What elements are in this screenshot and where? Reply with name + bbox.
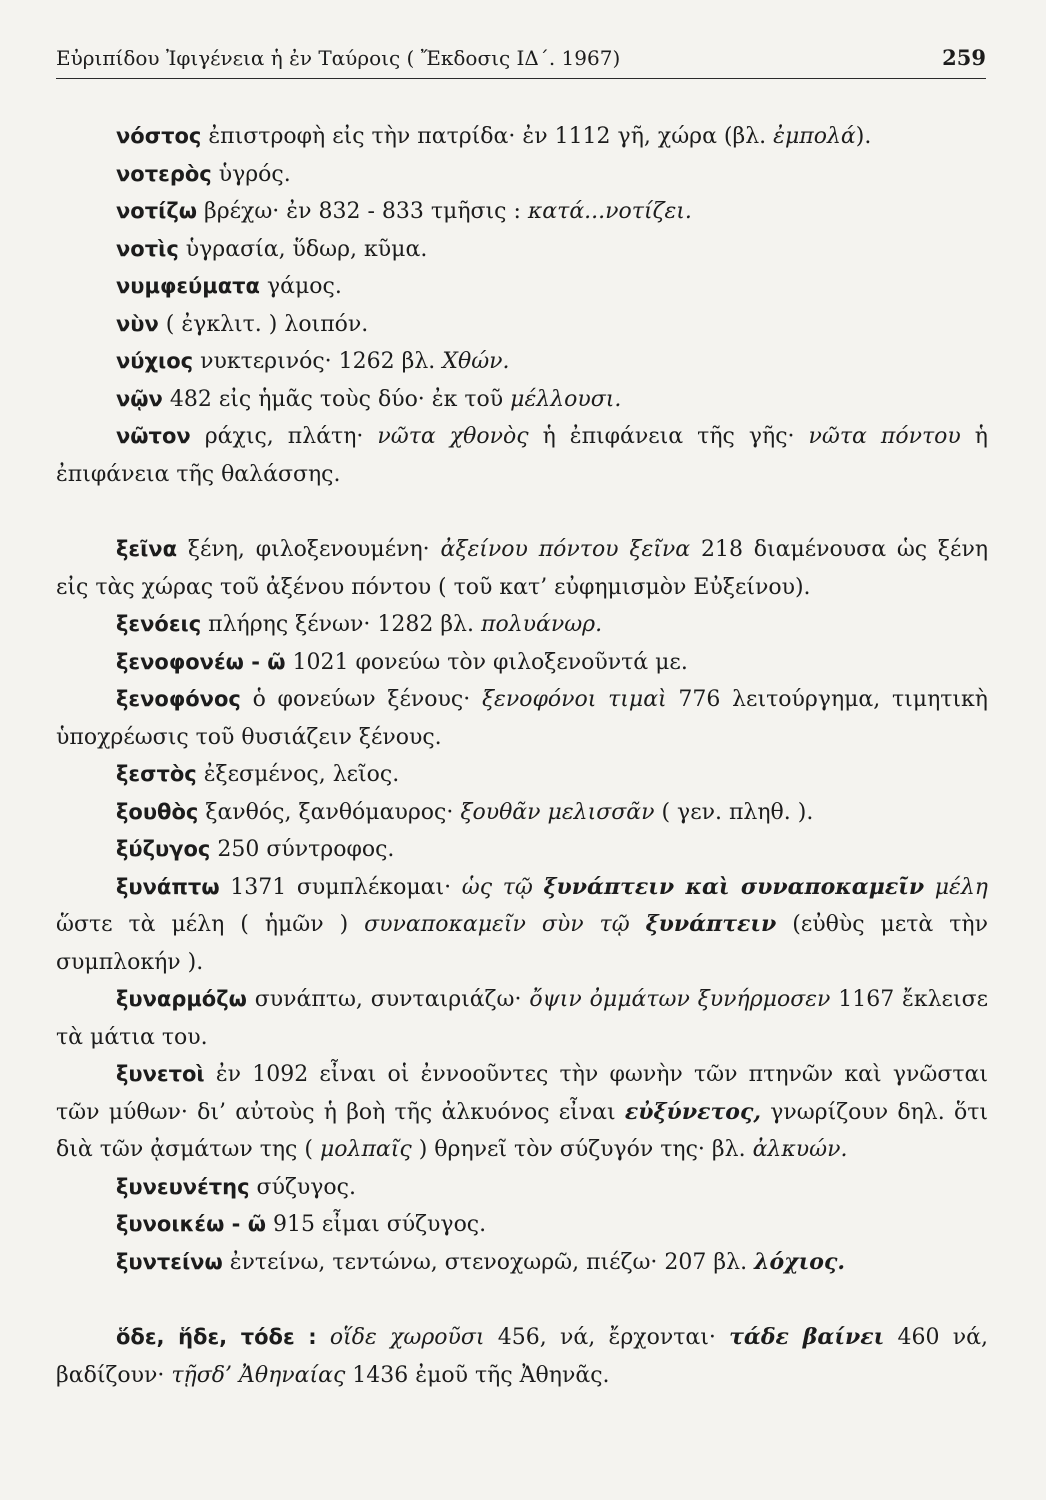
entry-text: ἐν 1092 εἶναι οἱ ἐννοοῦντες τὴν φωνὴν τῶν πτηνῶν καὶ γνῶσται τῶν μύθων· δι’ αὐτοὺς ἡ βοὴ τῆς ἀλκυόνος εἶναι bbox=[56, 1062, 988, 1125]
entry-text: εὐξύνετος, bbox=[624, 1098, 761, 1125]
entry-text: ὄψιν ὀμμάτων ξυνήρμοσεν bbox=[529, 987, 831, 1012]
entry-text: λόχιος. bbox=[754, 1248, 846, 1275]
running-header bbox=[56, 44, 986, 79]
entry-text: ( γεν. πληθ. ). bbox=[654, 799, 814, 825]
entry-headword: νῷν bbox=[116, 386, 163, 411]
entry-text: μολπαῖς bbox=[319, 1137, 412, 1162]
entry-text: ὥστε τὰ μέλη ( ἡμῶν ) bbox=[56, 912, 365, 937]
entry-text: γάμος. bbox=[259, 274, 342, 299]
entry-text: ἀξείνου πόντου ξεῖνα bbox=[440, 537, 691, 562]
running-title: Εὐριπίδου Ἰφιγένεια ἡ ἐν Ταύροις ( Ἔκδοσις ΙΔ΄. 1967) bbox=[56, 46, 621, 70]
entry-text: συνάπτω, συνταιριάζω· bbox=[246, 987, 530, 1012]
page-number: 259 bbox=[942, 45, 986, 70]
entry-text: ὑγρός. bbox=[211, 161, 291, 187]
entry-headword: νόστος bbox=[116, 124, 202, 148]
entry-headword: ξυναρμόζω bbox=[116, 987, 247, 1011]
entry-text: τάδε βαίνει bbox=[729, 1324, 885, 1350]
glossary-entry-xenofonos bbox=[56, 681, 988, 756]
glossary-entry-nychios bbox=[56, 343, 988, 381]
entry-headword: ξυνάπτω bbox=[116, 874, 220, 899]
entry-text: γνωρίζουν δηλ. ὅτι διὰ τῶν ᾀσμάτων της ( bbox=[56, 1099, 989, 1162]
entry-text: 915 εἶμαι σύζυγος. bbox=[265, 1212, 487, 1237]
entry-text: 1371 συμπλέκομαι· bbox=[219, 874, 462, 900]
entry-headword: νοτὶς bbox=[116, 236, 179, 261]
entry-text: ξένη, φιλοξενουμένη· bbox=[177, 537, 441, 562]
entry-text: 482 εἰς ἡμᾶς τοὺς δύο· ἐκ τοῦ bbox=[162, 386, 511, 412]
entry-text: ἐντείνω, τεντώνω, στενοχωρῶ, πιέζω· 207 βλ. bbox=[222, 1249, 755, 1275]
entry-headword: ξυνευνέτης bbox=[116, 1174, 250, 1199]
entry-text: συναποκαμεῖν σὺν τῷ bbox=[364, 912, 646, 937]
glossary-entry-noteros bbox=[56, 156, 988, 194]
glossary-entry-xestos bbox=[56, 756, 988, 794]
entry-text: πλήρης ξένων· 1282 βλ. bbox=[201, 612, 481, 637]
glossary-entry-nostos bbox=[56, 118, 988, 156]
entry-text: 1167 ἔκλεισε τὰ μάτια του. bbox=[56, 987, 988, 1050]
entry-text: 218 διαμένουσα ὡς ξένη εἰς τὰς χώρας τοῦ ἀξένου πόντου ( τοῦ κατ’ εὐφημισμὸν Εὐξείνου). bbox=[56, 537, 988, 600]
glossary-entry-xyneunetes bbox=[56, 1169, 988, 1207]
glossary-entry-xenoeis bbox=[56, 606, 988, 644]
glossary-entry-xynetoi bbox=[56, 1056, 988, 1169]
entry-text: 456, νά, ἔρχονται· bbox=[484, 1325, 730, 1350]
glossary-entry-xynarmozo bbox=[56, 981, 988, 1056]
glossary-entry-xynteino bbox=[56, 1244, 988, 1282]
entry-text: πολυάνωρ. bbox=[480, 612, 603, 637]
entry-headword: νὺν bbox=[116, 311, 159, 336]
section-gap bbox=[56, 1281, 988, 1319]
entry-headword: ξενοφονέω - ῶ bbox=[116, 649, 286, 674]
glossary-entry-xenofoneo bbox=[56, 644, 988, 682]
entry-text: ἀλκυών. bbox=[752, 1137, 848, 1162]
entry-text: ξενοφόνοι τιμαὶ bbox=[481, 687, 667, 712]
entry-text: ). bbox=[855, 124, 872, 149]
entry-text: οἵδε χωροῦσι bbox=[329, 1325, 485, 1350]
entry-text: ξυνάπτειν bbox=[645, 911, 777, 937]
entry-text: ράχις, πλάτη· bbox=[190, 424, 378, 449]
glossary-entry-noton bbox=[56, 418, 988, 493]
entry-text bbox=[317, 1325, 330, 1350]
entry-headword: ξουθὸς bbox=[116, 799, 199, 824]
entry-text: μέλη bbox=[924, 874, 988, 900]
glossary-entry-notis bbox=[56, 231, 988, 269]
entry-headword: ὅδε, ἥδε, τόδε : bbox=[116, 1325, 317, 1349]
glossary-entry-xouthos bbox=[56, 794, 988, 832]
entry-text: Χθών. bbox=[442, 349, 510, 374]
entry-text: ἐξεσμένος, λεῖος. bbox=[196, 762, 400, 787]
section-gap bbox=[56, 493, 988, 531]
entry-text: 460 νά, βαδίζουν· bbox=[56, 1325, 989, 1388]
entry-text: ἡ ἐπιφάνεια τῆς γῆς· bbox=[528, 424, 809, 449]
glossary-entry-nymfeumata bbox=[56, 268, 988, 306]
entry-headword: ξύζυγος bbox=[116, 837, 211, 861]
entry-text: βρέχω· ἐν 832 - 833 τμῆσις : bbox=[196, 199, 528, 224]
entry-text: 776 λειτούργημα, τιμητικὴ ὑποχρέωσις τοῦ θυσιάζειν ξένους. bbox=[56, 687, 988, 750]
entry-text: (εὐθὺς μετὰ τὴν συμπλοκήν ). bbox=[56, 912, 988, 975]
entry-text: 1021 φονεύω τὸν φιλοξενοῦντά με. bbox=[285, 649, 688, 675]
glossary-entry-notizo bbox=[56, 193, 988, 231]
entry-text: 1436 ἐμοῦ τῆς Ἀθηνᾶς. bbox=[345, 1362, 610, 1388]
entry-text: ὑγρασία, ὕδωρ, κῦμα. bbox=[178, 236, 428, 262]
entry-text: ἡ ἐπιφάνεια τῆς θαλάσσης. bbox=[56, 424, 988, 487]
entry-headword: ξυντείνω bbox=[116, 1249, 223, 1274]
entry-headword: ξυνοικέω - ῶ bbox=[116, 1212, 266, 1236]
entry-text: ἐπιστροφὴ εἰς τὴν πατρίδα· ἐν 1112 γῆ, χώρα (βλ. bbox=[201, 124, 774, 149]
entry-headword: ξεστὸς bbox=[116, 762, 197, 786]
glossary-entry-hode bbox=[56, 1319, 988, 1394]
glossary-entry-xyzygos bbox=[56, 831, 988, 869]
glossary-entry-nyn bbox=[56, 306, 988, 344]
entry-text: 250 σύντροφος. bbox=[210, 837, 395, 862]
entry-text: ( ἐγκλιτ. ) λοιπόν. bbox=[158, 311, 369, 337]
entry-text: νῶτα πόντου bbox=[808, 424, 961, 449]
entry-text: ) θρηνεῖ τὸν σύζυγόν της· βλ. bbox=[411, 1137, 753, 1162]
glossary-entry-xynoikeo bbox=[56, 1206, 988, 1244]
entry-text: ξουθᾶν μελισσᾶν bbox=[460, 799, 655, 825]
entry-headword: νυμφεύματα bbox=[116, 274, 260, 298]
glossary-entry-xynapto bbox=[56, 869, 988, 982]
glossary-body bbox=[56, 118, 988, 1394]
entry-text: σύζυγος. bbox=[249, 1174, 356, 1200]
entry-text: ἐμπολά bbox=[773, 124, 856, 149]
entry-text: ξυνάπτειν καὶ συναποκαμεῖν bbox=[543, 873, 925, 900]
entry-text: ὁ φονεύων ξένους· bbox=[240, 687, 482, 712]
entry-headword: νοτίζω bbox=[116, 199, 197, 223]
entry-text: νῶτα χθονὸς bbox=[377, 424, 529, 449]
entry-headword: ξεῖνα bbox=[116, 537, 178, 561]
entry-headword: νοτερὸς bbox=[116, 161, 212, 186]
entry-headword: ξενόεις bbox=[116, 612, 202, 636]
entry-text: ξανθός, ξανθόμαυρος· bbox=[198, 799, 461, 825]
entry-text: τῇσδ’ Ἀθηναίας bbox=[171, 1362, 346, 1388]
entry-text: ὡς τῷ bbox=[461, 874, 544, 900]
entry-headword: νῶτον bbox=[116, 424, 191, 448]
entry-text: μέλλουσι. bbox=[510, 386, 622, 412]
glossary-entry-xeina bbox=[56, 531, 988, 606]
glossary-entry-noin bbox=[56, 381, 988, 419]
entry-headword: ξυνετοὶ bbox=[116, 1062, 205, 1086]
entry-text: νυκτερινός· 1262 βλ. bbox=[193, 349, 443, 374]
entry-text: κατά...νοτίζει. bbox=[527, 199, 692, 224]
entry-headword: ξενοφόνος bbox=[116, 687, 241, 711]
entry-headword: νύχιος bbox=[116, 349, 194, 373]
